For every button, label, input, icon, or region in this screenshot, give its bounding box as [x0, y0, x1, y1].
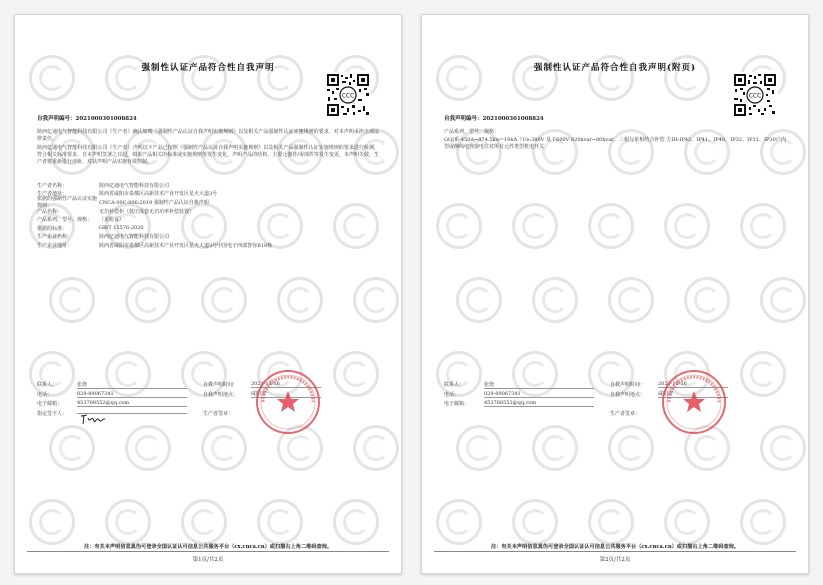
watermark-logo-icon: [353, 425, 399, 471]
svg-text:CCC: CCC: [341, 92, 355, 100]
watermark-logo-icon: [49, 425, 95, 471]
watermark-logo-icon: [201, 425, 247, 471]
watermark-logo-icon: [588, 203, 634, 249]
watermark-logo-icon: [181, 499, 227, 545]
page-number: 第1页/共2页: [192, 557, 224, 563]
signature-icon: [79, 412, 107, 426]
series-label: 产品系列、型号、规格：: [444, 129, 500, 135]
qr-code-icon: [732, 72, 778, 118]
page-number: 第2页/共2页: [599, 557, 631, 563]
field-row: 生产企业地址： 陕西省咸阳市泰都区高新技术产业开发区星火大道3号中国电子西部智谷B18栋: [37, 242, 273, 249]
contact-row: 联系人： 张烧: [444, 380, 594, 390]
contact-row: 电子邮箱： 453768552@qq.com: [37, 399, 187, 409]
contact-row: 指定签字人：: [37, 409, 187, 419]
watermark-logo-icon: [49, 277, 95, 323]
declaration-number: 自我声明编号：2021000301008824: [37, 116, 137, 122]
watermark-logo-icon: [29, 499, 75, 545]
declaration-number: 自我声明编号：2021000301008824: [444, 116, 544, 122]
qr-code-icon: [325, 72, 371, 118]
watermark-logo-icon: [608, 277, 654, 323]
company-seal-icon: [253, 367, 323, 437]
watermark-logo-icon: [456, 277, 502, 323]
date-row: 自我声明地点： 咸阳市: [203, 390, 321, 400]
watermark-logo-icon: [257, 499, 303, 545]
field-row: 生产者地址： 陕西省咸阳市泰都区高新技术产业开发区星火大道3号: [37, 191, 218, 198]
watermark-logo-icon: [125, 277, 171, 323]
field-row: 依据的强制性产品认证实施规则： CNCA-00C-006:2019 强制性产品认证自我声明: [37, 196, 209, 210]
watermark-logo-icon: [740, 499, 786, 545]
footer-divider: [27, 551, 389, 552]
watermark-logo-icon: [532, 277, 578, 323]
date-row: 自我声明地点： 咸阳市: [610, 390, 728, 400]
field-row: 产品名称： 无功补偿柜（低压成套无功功率补偿装置）: [37, 208, 195, 215]
contact-row: 联系人： 张烧: [37, 380, 187, 390]
date-row: 生产者签章：: [610, 410, 641, 417]
watermark-logo-icon: [353, 277, 399, 323]
declaration-page-2: [421, 14, 809, 574]
declaration-page-1: [14, 14, 402, 574]
footer-note: 注：有关本声明信息真伪可登录全国认证认可信息公共服务平台（cx.cnca.cn）或扫描右上角二维码查询。: [83, 544, 333, 550]
date-row: 生产者签章：: [203, 410, 234, 417]
page-title: 强制性认证产品符合性自我声明(附页): [533, 63, 697, 73]
field-row: 依据的标准： GB/T 15576-2020: [37, 225, 144, 232]
contact-row: 电话： 029-89067341: [444, 390, 594, 400]
watermark-logo-icon: [588, 499, 634, 545]
watermark-logo-icon: [512, 203, 558, 249]
contact-row: 电话： 029-89067341: [37, 390, 187, 400]
footer-divider: [434, 551, 796, 552]
watermark-logo-icon: [277, 277, 323, 323]
watermark-logo-icon: [684, 277, 730, 323]
contact-block: [444, 380, 594, 409]
contact-row: 电子邮箱： 453768552@qq.com: [444, 399, 594, 409]
watermark-logo-icon: [456, 425, 502, 471]
product-fields: [37, 181, 379, 250]
date-row: 自我声明时间： 2021-12-16: [203, 380, 321, 390]
watermark-logo-icon: [125, 425, 171, 471]
watermark-logo-icon: [608, 425, 654, 471]
watermark-logo-icon: [333, 499, 379, 545]
date-row: 自我声明时间： 2021-12-16: [610, 380, 728, 390]
declaration-paragraph-2: 陕西亿通电气智能科技有限公司（生产者）声明以下产品已按照《强制性产品认证自我声明实施规则》以及相关产品强制性认证实施规则的要求进行检测，符合相关标准要求，自本声明签署之日起，如果产品相关的标准或实施规则等发生变化，声明产品的结构、主要元器件/零部件等发生变更，本声明失效，生产者将重新进行评价。对获声明产品实施有效控制。: [37, 145, 379, 166]
watermark-logo-icon: [664, 203, 710, 249]
watermark-logo-icon: [201, 277, 247, 323]
watermark-logo-icon: [760, 425, 806, 471]
company-seal-icon: [659, 367, 729, 437]
declaration-paragraph-1: 陕西亿通电气智能科技有限公司（生产者）确认如唛《强制性产品认证自我声明实施规则》以及相关产品强制性认证实施规则的要求，对本声明承担全部法律责任。: [37, 129, 379, 143]
svg-text:CCC: CCC: [748, 92, 762, 100]
page-title: 强制性认证产品符合性自我声明: [141, 63, 275, 73]
footer-note: 注：有关本声明信息真伪可登录全国认证认可信息公共服务平台（cx.cnca.cn）或扫描右上角二维码查询。: [490, 544, 740, 550]
field-row: 产品系列、型号、规格： （见附页）: [37, 217, 125, 224]
contact-block: [37, 380, 187, 418]
watermark-logo-icon: [436, 203, 482, 249]
watermark-logo-icon: [436, 499, 482, 545]
watermark-logo-icon: [740, 203, 786, 249]
field-row: 生产企业名称： 陕西亿通电气智能科技有限公司: [37, 234, 170, 241]
watermark-logo-icon: [333, 351, 379, 397]
field-row: 生产者名称： 陕西亿通电气智能科技有限公司: [37, 182, 170, 189]
series-text: GGJ系-450A~874.5kw=10kA（Ue:380V 及下600V 820kvar~80kvar，三相与单相结合补偿 方IH:IP42、IP41、IP40、IP32、IP31、IP30户内型或侧线电容器电位对所有元件类型机电开关: [444, 137, 786, 151]
watermark-logo-icon: [105, 499, 151, 545]
watermark-logo-icon: [664, 499, 710, 545]
watermark-logo-icon: [532, 425, 578, 471]
watermark-logo-icon: [512, 499, 558, 545]
watermark-logo-icon: [740, 351, 786, 397]
watermark-logo-icon: [760, 277, 806, 323]
